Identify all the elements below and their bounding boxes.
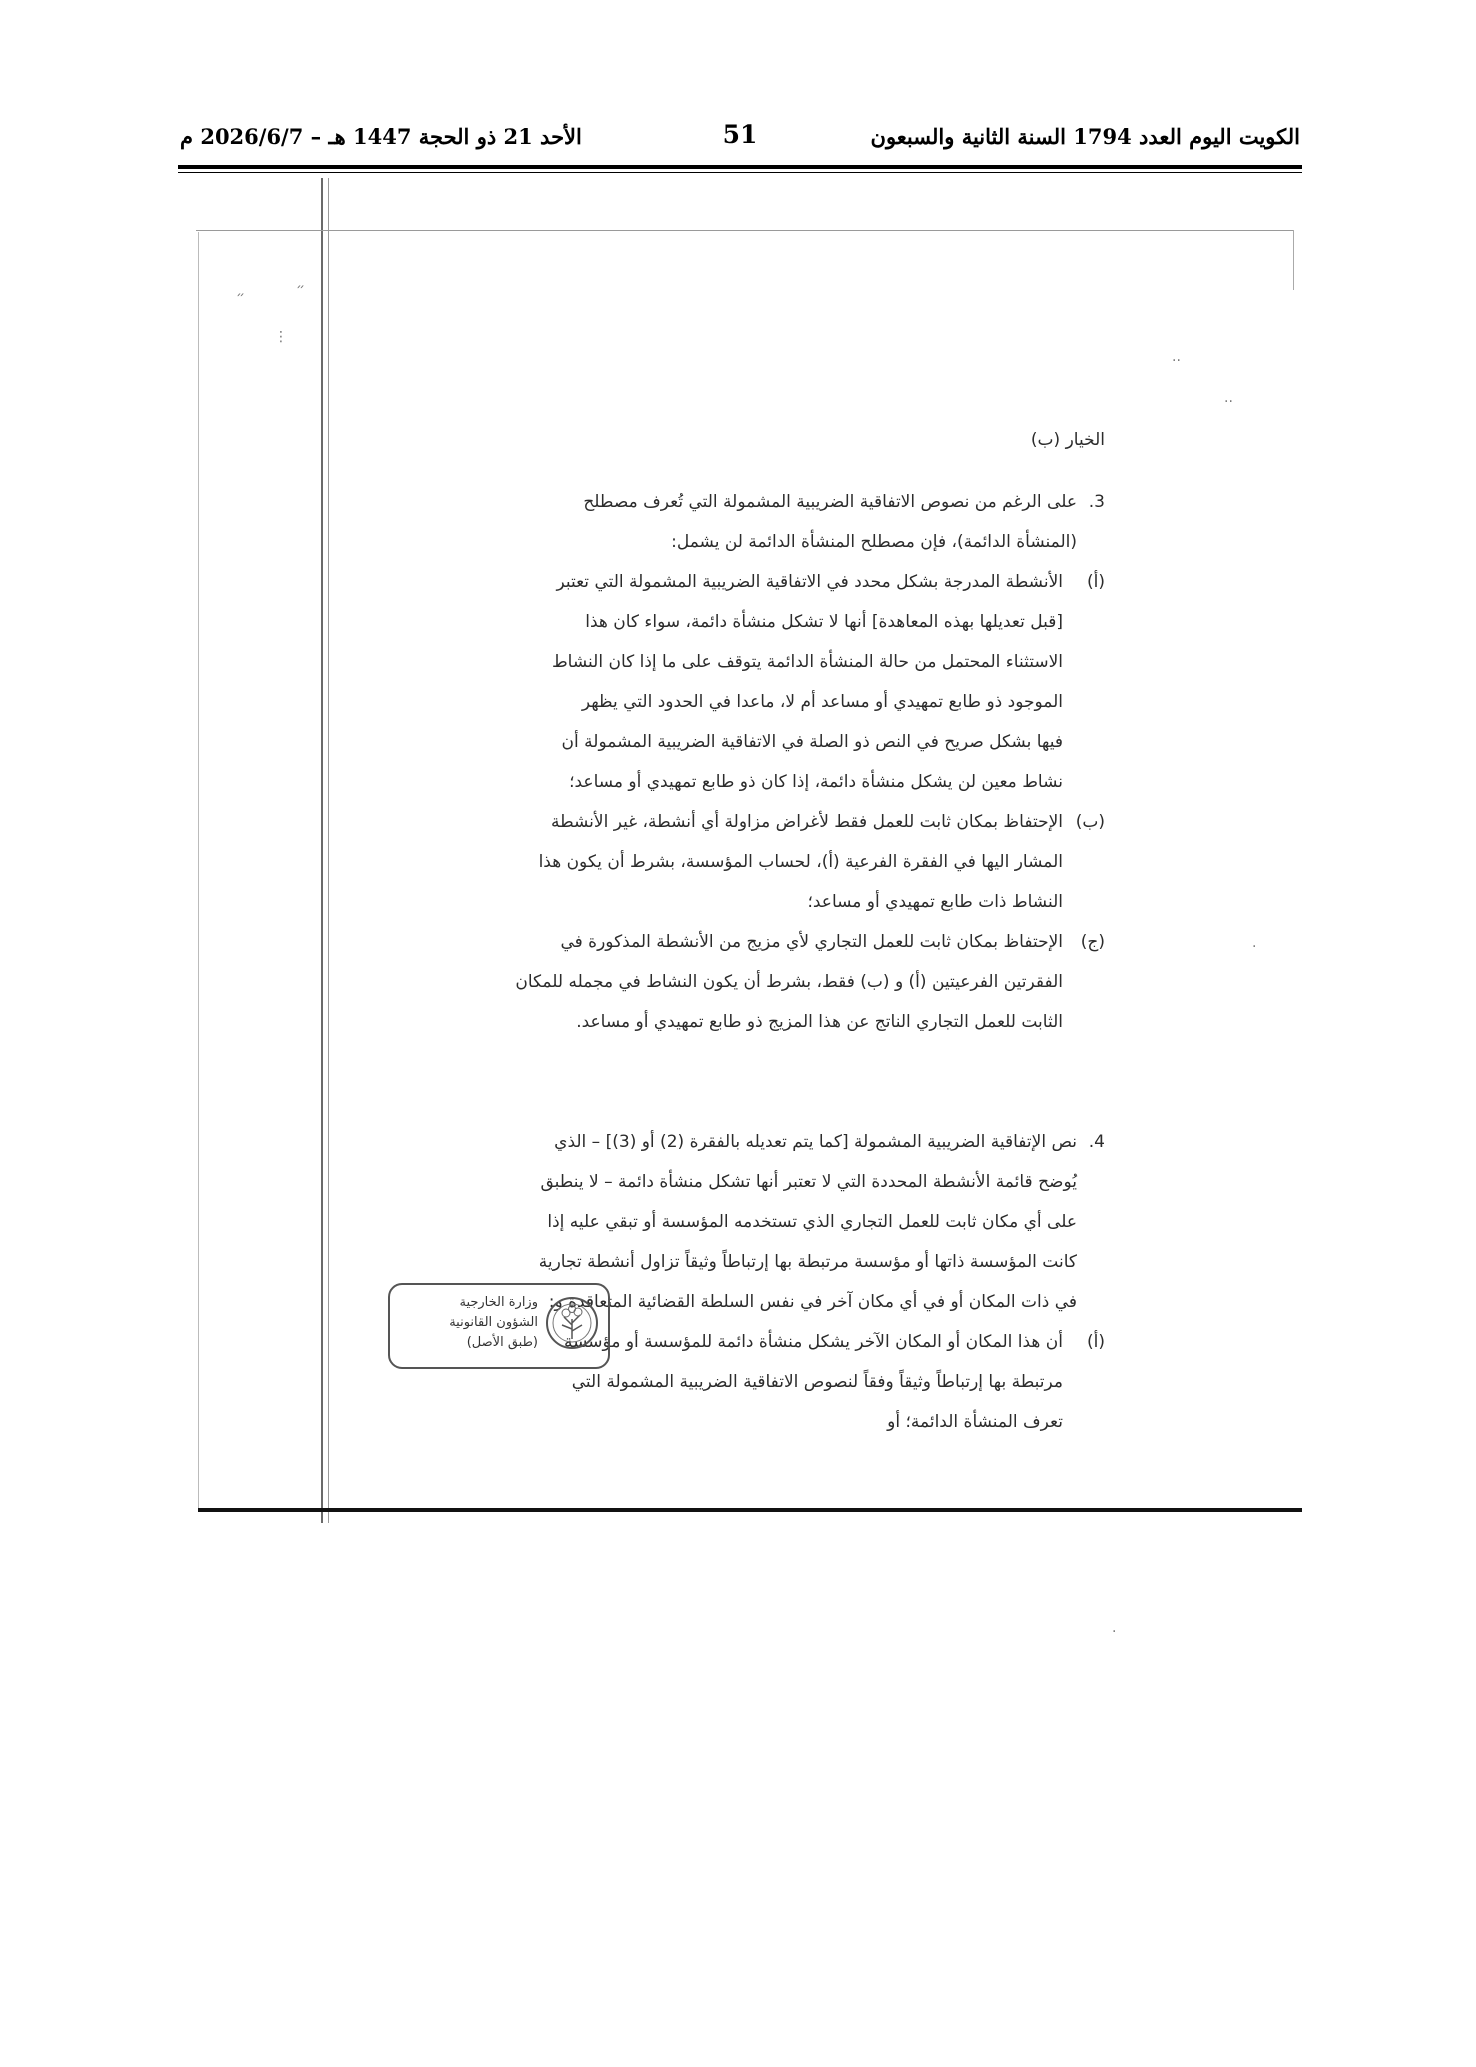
text-line: يُوضح قائمة الأنشطة المحددة التي لا تعتبر أنها تشكل منشأة دائمة – لا ينطبق bbox=[540, 1172, 1077, 1192]
subitem-label: (أ) bbox=[1087, 572, 1105, 592]
text-line: (أ)الأنشطة المدرجة بشكل محدد في الاتفاقية الضريبية المشمولة التي تعتبر bbox=[385, 562, 1105, 602]
scan-speck: ·· bbox=[1224, 394, 1233, 410]
scan-speck: · bbox=[1112, 1624, 1117, 1640]
text-line: [قبل تعديلها بهذه المعاهدة] أنها لا تشكل منشأة دائمة، سواء كان هذا bbox=[585, 612, 1063, 632]
header-rule-thick bbox=[178, 165, 1302, 169]
text-line: 4.نص الإتفاقية الضريبية المشمولة [كما يتم تعديله بالفقرة (2) أو (3)] – الذي bbox=[385, 1122, 1105, 1162]
text-line: المشار اليها في الفقرة الفرعية (أ)، لحساب المؤسسة، بشرط أن يكون هذا bbox=[538, 852, 1063, 872]
scan-speck: ״ bbox=[296, 281, 306, 297]
page-number: 51 bbox=[722, 120, 758, 149]
stamp-line: وزارة الخارجية bbox=[459, 1295, 538, 1310]
scan-left-edge bbox=[198, 232, 199, 1512]
issue-info: الكويت اليوم العدد 1794 السنة الثانية والسبعون bbox=[870, 124, 1300, 149]
stamp-line: (طبق الأصل) bbox=[466, 1335, 538, 1350]
header-rule-thin bbox=[178, 172, 1302, 173]
text-line: الفقرتين الفرعيتين (أ) و (ب) فقط، بشرط أن يكون النشاط في مجمله للمكان bbox=[515, 972, 1063, 992]
seal-icon bbox=[544, 1295, 600, 1351]
scan-speck: ·· bbox=[1172, 353, 1181, 369]
text-line: في ذات المكان أو في أي مكان آخر في نفس السلطة القضائية المتعاقدة و: bbox=[548, 1292, 1077, 1312]
scan-margin-line bbox=[321, 178, 323, 1523]
gazette-header bbox=[180, 118, 1300, 162]
text-line: (أ)أن هذا المكان أو المكان الآخر يشكل منشأة دائمة للمؤسسة أو مؤسسة bbox=[385, 1322, 1105, 1362]
text-line: (ج)الإحتفاظ بمكان ثابت للعمل التجاري لأي مزيج من الأنشطة المذكورة في bbox=[385, 922, 1105, 962]
subitem-label: (أ) bbox=[1087, 1332, 1105, 1352]
text-line: فيها بشكل صريح في النص ذو الصلة في الاتفاقية الضريبية المشمولة أن bbox=[561, 732, 1063, 752]
scan-margin-line bbox=[328, 178, 329, 1523]
text-line: مرتبطة بها إرتباطاً وثيقاً وفقاً لنصوص الاتفاقية الضريبية المشمولة التي bbox=[571, 1372, 1063, 1392]
scan-right-edge bbox=[1293, 230, 1294, 290]
scan-top-edge bbox=[196, 230, 1294, 231]
issue-date: الأحد 21 ذو الحجة 1447 هـ – 2026/6/7 م bbox=[180, 124, 582, 149]
text-line: (المنشأة الدائمة)، فإن مصطلح المنشأة الدائمة لن يشمل: bbox=[671, 532, 1077, 552]
scan-speck: ⋮ bbox=[274, 329, 288, 345]
section-title: الخيار (ب) bbox=[1030, 430, 1105, 450]
text-line: الثابت للعمل التجاري الناتج عن هذا المزيج ذو طابع تمهيدي أو مساعد. bbox=[576, 1012, 1063, 1032]
paragraph-3 bbox=[385, 482, 1105, 1042]
item-number: 3. bbox=[1088, 492, 1105, 512]
text-line: على أي مكان ثابت للعمل التجاري الذي تستخدمه المؤسسة أو تبقي عليه إذا bbox=[547, 1212, 1077, 1232]
text-line: الاستثناء المحتمل من حالة المنشأة الدائمة يتوقف على ما إذا كان النشاط bbox=[551, 652, 1063, 672]
subitem-label: (ب) bbox=[1075, 812, 1105, 832]
text-line: النشاط ذات طابع تمهيدي أو مساعد؛ bbox=[807, 892, 1063, 912]
subitem-label: (ج) bbox=[1080, 932, 1105, 952]
text-line: كانت المؤسسة ذاتها أو مؤسسة مرتبطة بها إرتباطاً وثيقاً تزاول أنشطة تجارية bbox=[538, 1252, 1077, 1272]
text-line: نشاط معين لن يشكل منشأة دائمة، إذا كان ذو طابع تمهيدي أو مساعد؛ bbox=[569, 772, 1063, 792]
item-number: 4. bbox=[1088, 1132, 1105, 1152]
stamp-text bbox=[449, 1293, 538, 1353]
text-line: الموجود ذو طابع تمهيدي أو مساعد أم لا، ماعدا في الحدود التي يظهر bbox=[581, 692, 1063, 712]
text-line: (ب)الإحتفاظ بمكان ثابت للعمل فقط لأغراض مزاولة أي أنشطة، غير الأنشطة bbox=[385, 802, 1105, 842]
text-line: 3.على الرغم من نصوص الاتفاقية الضريبية المشمولة التي تُعرف مصطلح bbox=[385, 482, 1105, 522]
ministry-stamp bbox=[388, 1283, 610, 1369]
text-line: تعرف المنشأة الدائمة؛ أو bbox=[887, 1412, 1063, 1432]
scan-speck: ״ bbox=[236, 289, 246, 305]
stamp-line: الشؤون القانونية bbox=[449, 1315, 538, 1330]
paragraph-4 bbox=[385, 1122, 1105, 1442]
scan-speck: · bbox=[1252, 939, 1257, 955]
scan-bottom-edge bbox=[198, 1508, 1302, 1512]
